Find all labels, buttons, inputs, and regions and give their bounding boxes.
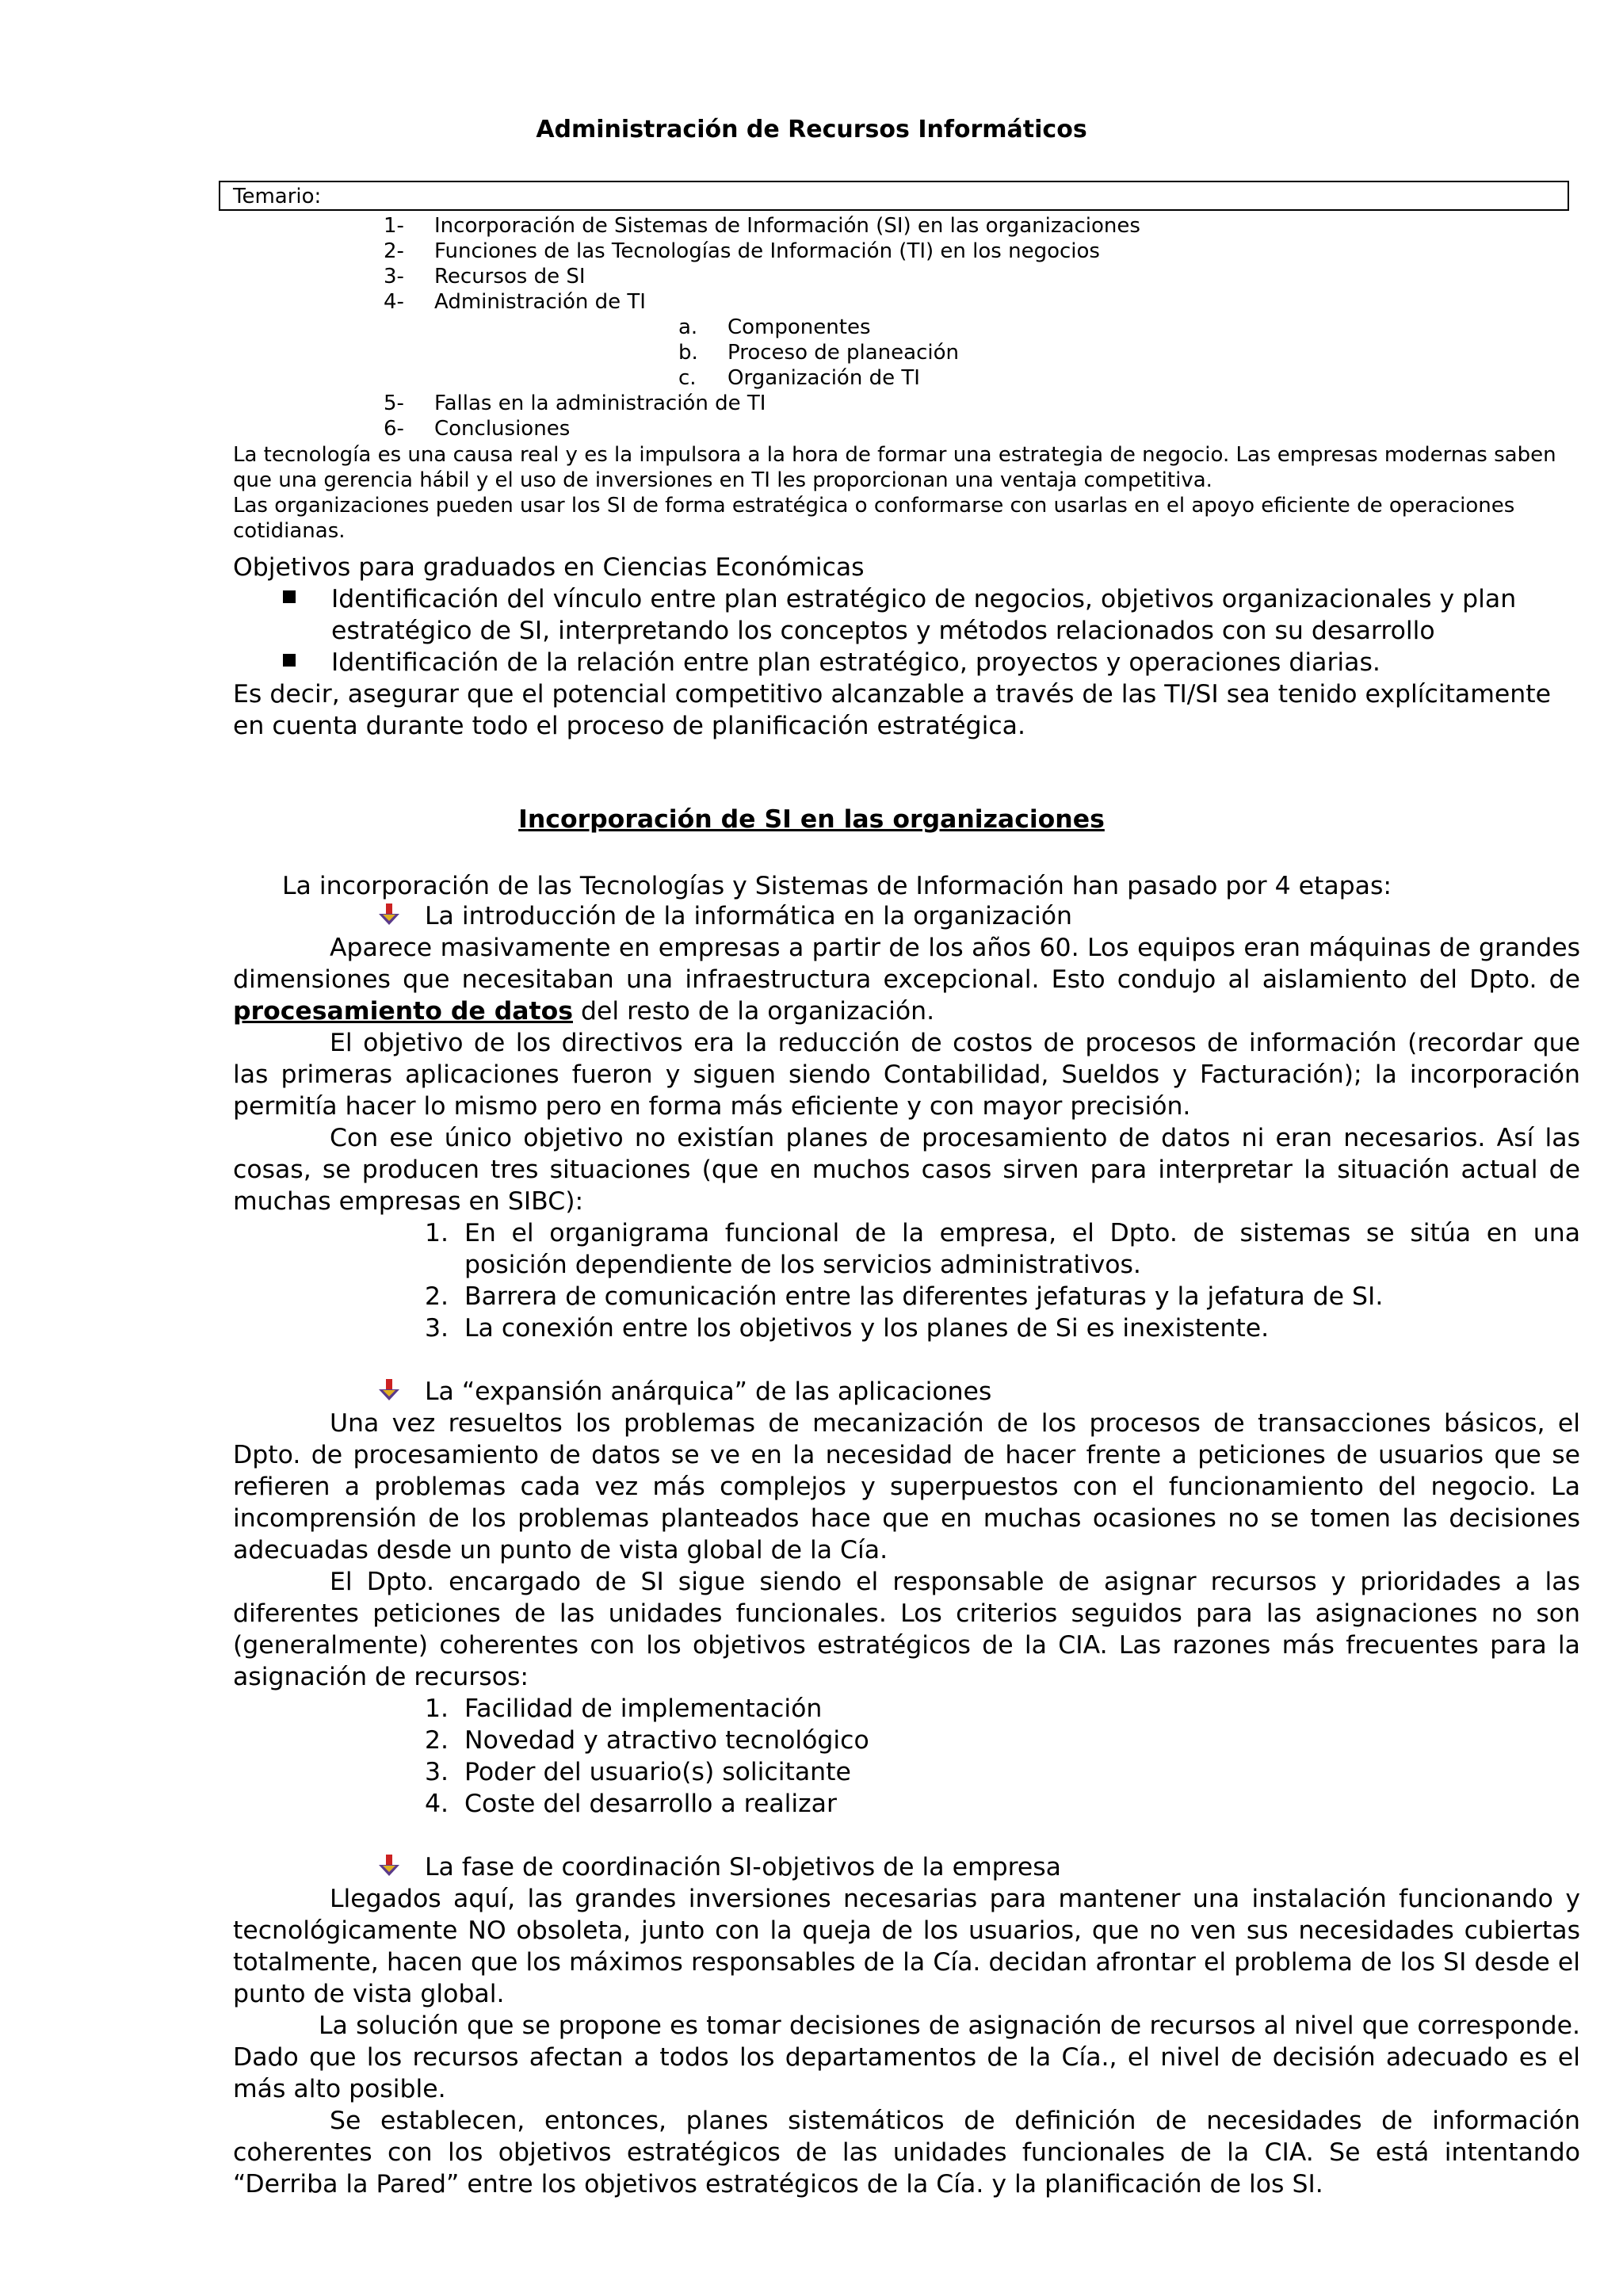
- temario-item: Incorporación de Sistemas de Información (SI) en las organizaciones: [434, 214, 1140, 238]
- section-heading: Incorporación de SI en las organizaciones: [518, 805, 1105, 834]
- etapa-title: La fase de coordinación SI-objetivos de la empresa: [425, 1853, 1061, 1881]
- square-bullet-icon: [283, 590, 296, 603]
- paragraph-text: Aparece masivamente en empresas a partir de los años 60. Los equipos eran máquinas de grandes dimensiones que necesitaban una infraestructura excepcional. Esto condujo al aislamiento del Dpto. de: [233, 934, 1580, 994]
- temario-subitem: Proceso de planeación: [727, 341, 959, 365]
- temario-box: [219, 181, 1569, 211]
- list-num: 4.: [425, 1790, 449, 1818]
- list-num: 1.: [425, 1694, 449, 1723]
- list-item: Novedad y atractivo tecnológico: [464, 1726, 869, 1755]
- etapa3-paragraph: Llegados aquí, las grandes inversiones necesarias para mantener una instalación funcionando y tecnológicamente NO obsoleta, junto con la queja de los usuarios, que no ven sus necesidades cubiertas totalmente, hacen que los máximos responsables de la Cía. decidan afrontar el problema de los SI desde el punto de vista global.: [233, 1885, 1580, 2008]
- list-num: 2.: [425, 1282, 449, 1311]
- temario-item-num: 4-: [384, 290, 404, 314]
- temario-item: Recursos de SI: [434, 265, 586, 288]
- intro-paragraph: Las organizaciones pueden usar los SI de forma estratégica o conformarse con usarlas en el apoyo eficiente de operaciones cotidianas.: [233, 494, 1515, 543]
- temario-item-num: 6-: [384, 417, 404, 441]
- list-num: 2.: [425, 1726, 449, 1755]
- etapa1-paragraph: El objetivo de los directivos era la reducción de costos de procesos de información (recordar que las primeras aplicaciones fueron y siguen siendo Contabilidad, Sueldos y Facturación); la incorporación permitía hacer lo mismo pero en forma más eficiente y con mayor precisión.: [233, 1029, 1580, 1121]
- etapa2-paragraph: El Dpto. encargado de SI sigue siendo el responsable de asignar recursos y prioridades a las diferentes peticiones de las unidades funcionales. Los criterios seguidos para las asignaciones no son (generalmente) coherentes con los objetivos estratégicos de la CIA. Las razones más frecuentes para la asignación de recursos:: [233, 1568, 1580, 1691]
- etapa1-paragraph: Con ese único objetivo no existían planes de procesamiento de datos ni eran necesarios. Así las cosas, se producen tres situaciones (que en muchos casos sirven para interpretar la situación actual de muchas empresas en SIBC):: [233, 1124, 1580, 1216]
- temario-subitem: Componentes: [727, 315, 871, 339]
- temario-item-num: 1-: [384, 214, 404, 238]
- etapa1-paragraph: [233, 932, 1580, 1027]
- down-arrow-bullet-icon: [377, 1854, 401, 1878]
- temario-item: Fallas en la administración de TI: [434, 392, 766, 415]
- etapa3-paragraph: La solución que se propone es tomar decisiones de asignación de recursos al nivel que corresponde. Dado que los recursos afectan a todos los departamentos de la Cía., el nivel de decisión adecuado es el más alto posible.: [233, 2011, 1580, 2103]
- temario-subitem: Organización de TI: [727, 366, 920, 390]
- list-num: 1.: [425, 1219, 449, 1247]
- objetivo-bullet: Identificación del vínculo entre plan estratégico de negocios, objetivos organizacionales y plan estratégico de SI, interpretando los conceptos y métodos relacionados con su desarrollo: [331, 585, 1517, 645]
- bold-term: procesamiento de datos: [233, 997, 573, 1026]
- temario-item: Funciones de las Tecnologías de Información (TI) en los negocios: [434, 239, 1100, 263]
- list-item: Poder del usuario(s) solicitante: [464, 1758, 851, 1786]
- temario-item: Administración de TI: [434, 290, 646, 314]
- temario-subitem-num: b.: [678, 341, 698, 365]
- list-num: 3.: [425, 1758, 449, 1786]
- list-item: Coste del desarrollo a realizar: [464, 1790, 837, 1818]
- section-lead: La incorporación de las Tecnologías y Sistemas de Información han pasado por 4 etapas:: [282, 872, 1392, 900]
- document-title: Administración de Recursos Informáticos: [536, 116, 1087, 143]
- list-item: La conexión entre los objetivos y los planes de Si es inexistente.: [464, 1314, 1270, 1343]
- etapa2-paragraph: Una vez resueltos los problemas de mecanización de los procesos de transacciones básicos, el Dpto. de procesamiento de datos se ve en la necesidad de hacer frente a peticiones de usuarios que se refieren a problemas cada vez más complejos y superpuestos con el funcionamiento del negocio. La incomprensión de los problemas planteados hace que en muchas ocasiones no se tomen las decisiones adecuadas desde un punto de vista global de la Cía.: [233, 1409, 1580, 1564]
- list-num: 3.: [425, 1314, 449, 1343]
- temario-item-num: 5-: [384, 392, 404, 415]
- temario-item: Conclusiones: [434, 417, 571, 441]
- temario-item-num: 2-: [384, 239, 404, 263]
- down-arrow-bullet-icon: [377, 903, 401, 926]
- objetivo-bullet: Identificación de la relación entre plan estratégico, proyectos y operaciones diarias.: [331, 648, 1381, 677]
- square-bullet-icon: [283, 654, 296, 667]
- temario-item-num: 3-: [384, 265, 404, 288]
- list-item: En el organigrama funcional de la empresa, el Dpto. de sistemas se sitúa en una posición dependiente de los servicios administrativos.: [464, 1219, 1580, 1279]
- etapa3-paragraph: Se establecen, entonces, planes sistemáticos de definición de necesidades de información coherentes con los objetivos estratégicos de las unidades funcionales de la CIA. Se está intentando “Derriba la Pared” entre los objetivos estratégicos de la Cía. y la planificación de los SI.: [233, 2107, 1580, 2199]
- paragraph-text: del resto de la organización.: [572, 997, 935, 1026]
- objetivos-closing: Es decir, asegurar que el potencial competitivo alcanzable a través de las TI/SI sea tenido explícitamente en cuenta durante todo el proceso de planificación estratégica.: [233, 680, 1551, 740]
- list-item: Facilidad de implementación: [464, 1694, 823, 1723]
- etapa-title: La introducción de la informática en la organización: [425, 902, 1072, 930]
- etapa-title: La “expansión anárquica” de las aplicaciones: [425, 1377, 992, 1406]
- objetivos-heading: Objetivos para graduados en Ciencias Económicas: [233, 553, 865, 582]
- temario-subitem-num: c.: [678, 366, 697, 390]
- list-item: Barrera de comunicación entre las diferentes jefaturas y la jefatura de SI.: [464, 1282, 1384, 1311]
- down-arrow-bullet-icon: [377, 1378, 401, 1402]
- temario-label: Temario:: [233, 185, 322, 208]
- temario-subitem-num: a.: [678, 315, 698, 339]
- intro-paragraph: La tecnología es una causa real y es la impulsora a la hora de formar una estrategia de negocio. Las empresas modernas saben que una gerencia hábil y el uso de inversiones en TI les proporcionan una ventaja competitiva.: [233, 443, 1556, 492]
